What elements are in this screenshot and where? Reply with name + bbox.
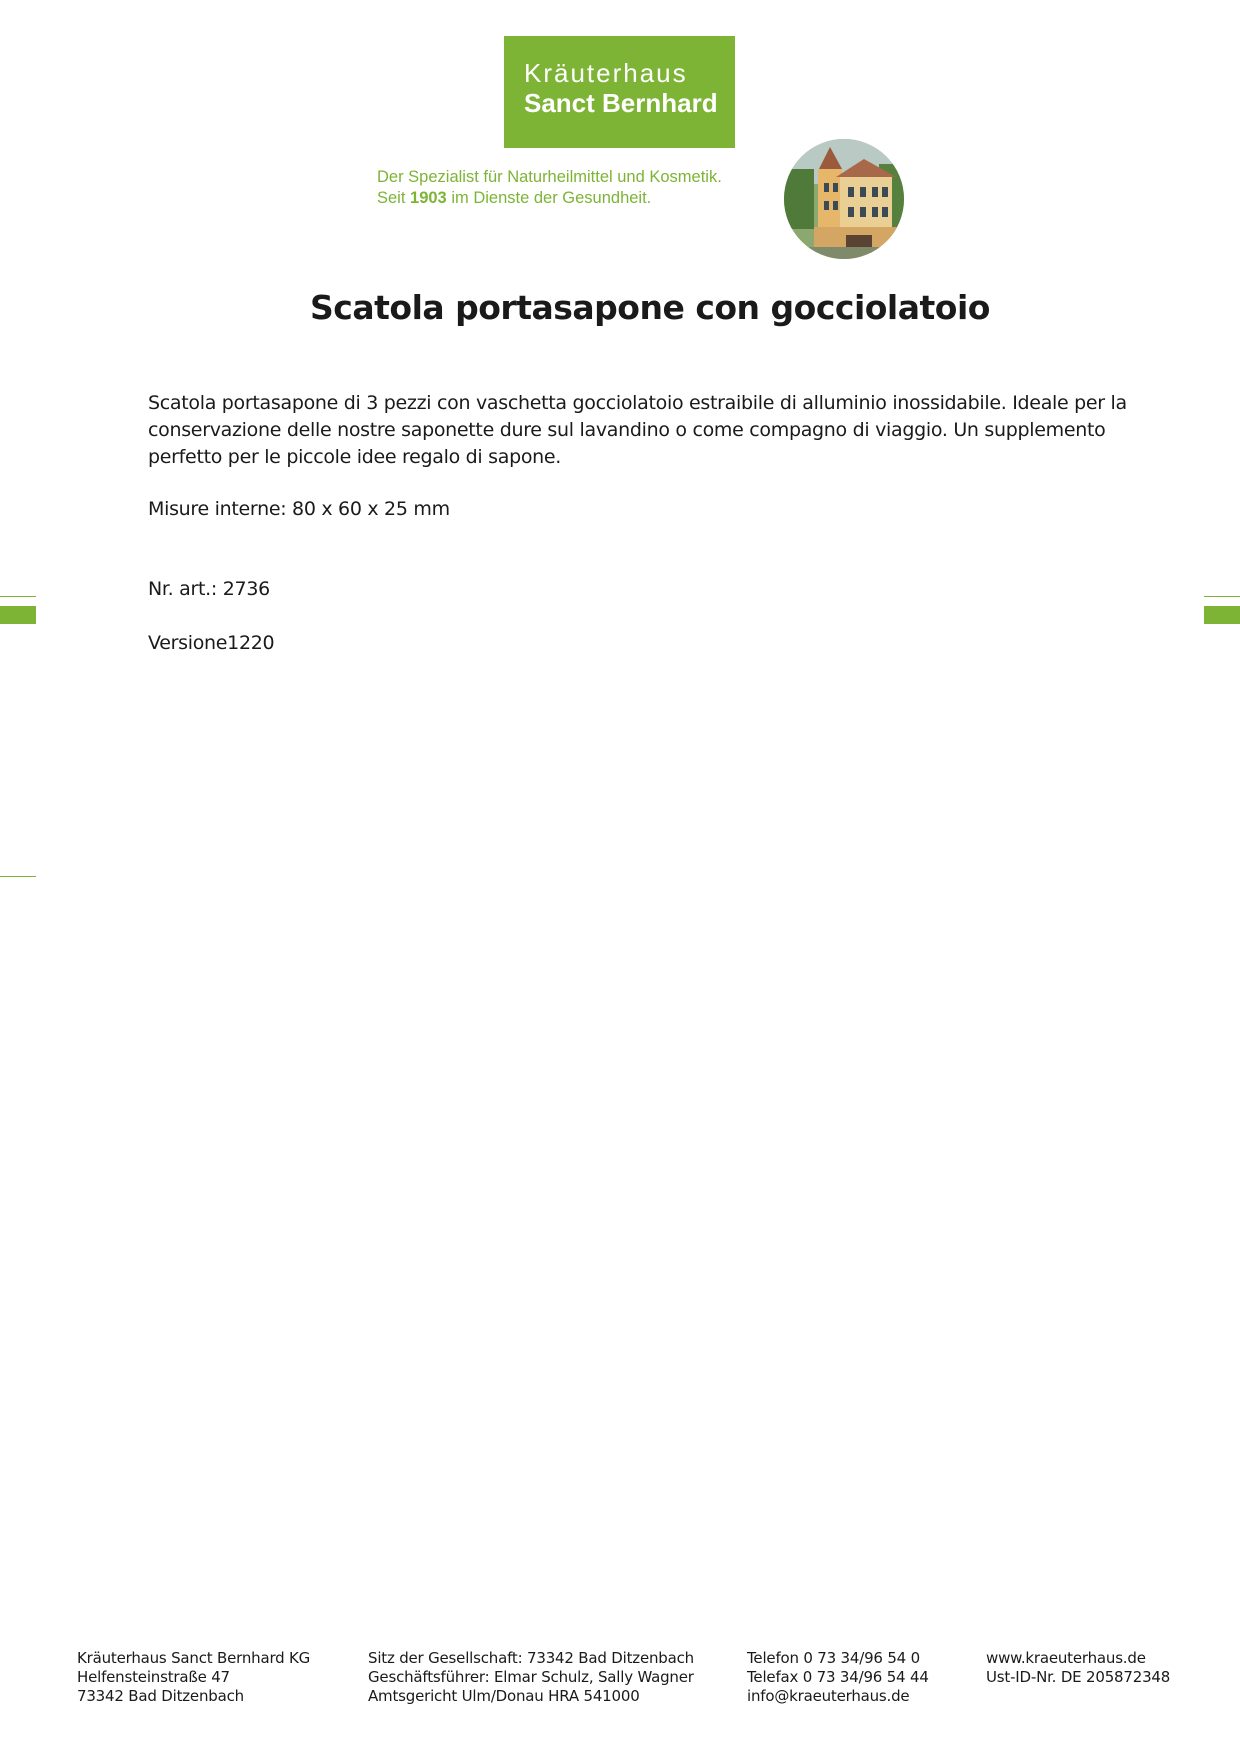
- footer-line: Geschäftsführer: Elmar Schulz, Sally Wagner: [368, 1668, 694, 1686]
- left-punch-mark-line: [0, 876, 36, 877]
- tagline-suffix: im Dienste der Gesundheit.: [446, 189, 652, 207]
- footer-line: Telefon 0 73 34/96 54 0: [747, 1649, 920, 1667]
- page-title: Scatola portasapone con gocciolatoio: [310, 288, 990, 327]
- company-logo: [504, 36, 735, 148]
- footer-legal-info: [368, 1649, 694, 1706]
- right-fold-mark-line: [1204, 596, 1240, 597]
- version-label: Versione1220: [148, 632, 275, 654]
- footer-company-address: [77, 1649, 310, 1706]
- footer-line: Helfensteinstraße 47: [77, 1668, 230, 1686]
- tagline-year: 1903: [410, 189, 447, 207]
- footer-line: Sitz der Gesellschaft: 73342 Bad Ditzenbach: [368, 1649, 694, 1667]
- measures-text: Misure interne: 80 x 60 x 25 mm: [148, 498, 450, 520]
- footer-line: www.kraeuterhaus.de: [986, 1649, 1146, 1667]
- tagline-line-2: [377, 188, 777, 209]
- tagline-line-1: Der Spezialist für Naturheilmittel und Kosmetik.: [377, 168, 722, 186]
- footer-line: info@kraeuterhaus.de: [747, 1687, 910, 1705]
- footer-contact: [747, 1649, 929, 1706]
- footer-line: Amtsgericht Ulm/Donau HRA 541000: [368, 1687, 640, 1705]
- footer-web-tax: [986, 1649, 1170, 1687]
- tagline: [377, 167, 777, 209]
- footer-line: Kräuterhaus Sanct Bernhard KG: [77, 1649, 311, 1667]
- footer-line: 73342 Bad Ditzenbach: [77, 1687, 244, 1705]
- right-fold-mark-bar: [1204, 606, 1240, 624]
- description-text: Scatola portasapone di 3 pezzi con vaschetta gocciolatoio estraibile di alluminio inossidabile. Ideale per la conservazione delle nostre saponette dure sul lavandino o come compagno di viaggio. Un supplemento perfetto per le piccole idee regalo di sapone.: [148, 392, 1127, 468]
- article-number: Nr. art.: 2736: [148, 578, 270, 600]
- left-fold-mark-line: [0, 596, 36, 597]
- building-photo: [784, 139, 904, 259]
- footer-line: Ust-ID-Nr. DE 205872348: [986, 1668, 1171, 1686]
- logo-line-2: Sanct Bernhard: [524, 88, 718, 118]
- footer-line: Telefax 0 73 34/96 54 44: [747, 1668, 929, 1686]
- left-fold-mark-bar: [0, 606, 36, 624]
- logo-line-1: Kräuterhaus: [524, 58, 688, 88]
- tagline-prefix: Seit: [377, 189, 411, 207]
- product-description: [148, 390, 1138, 471]
